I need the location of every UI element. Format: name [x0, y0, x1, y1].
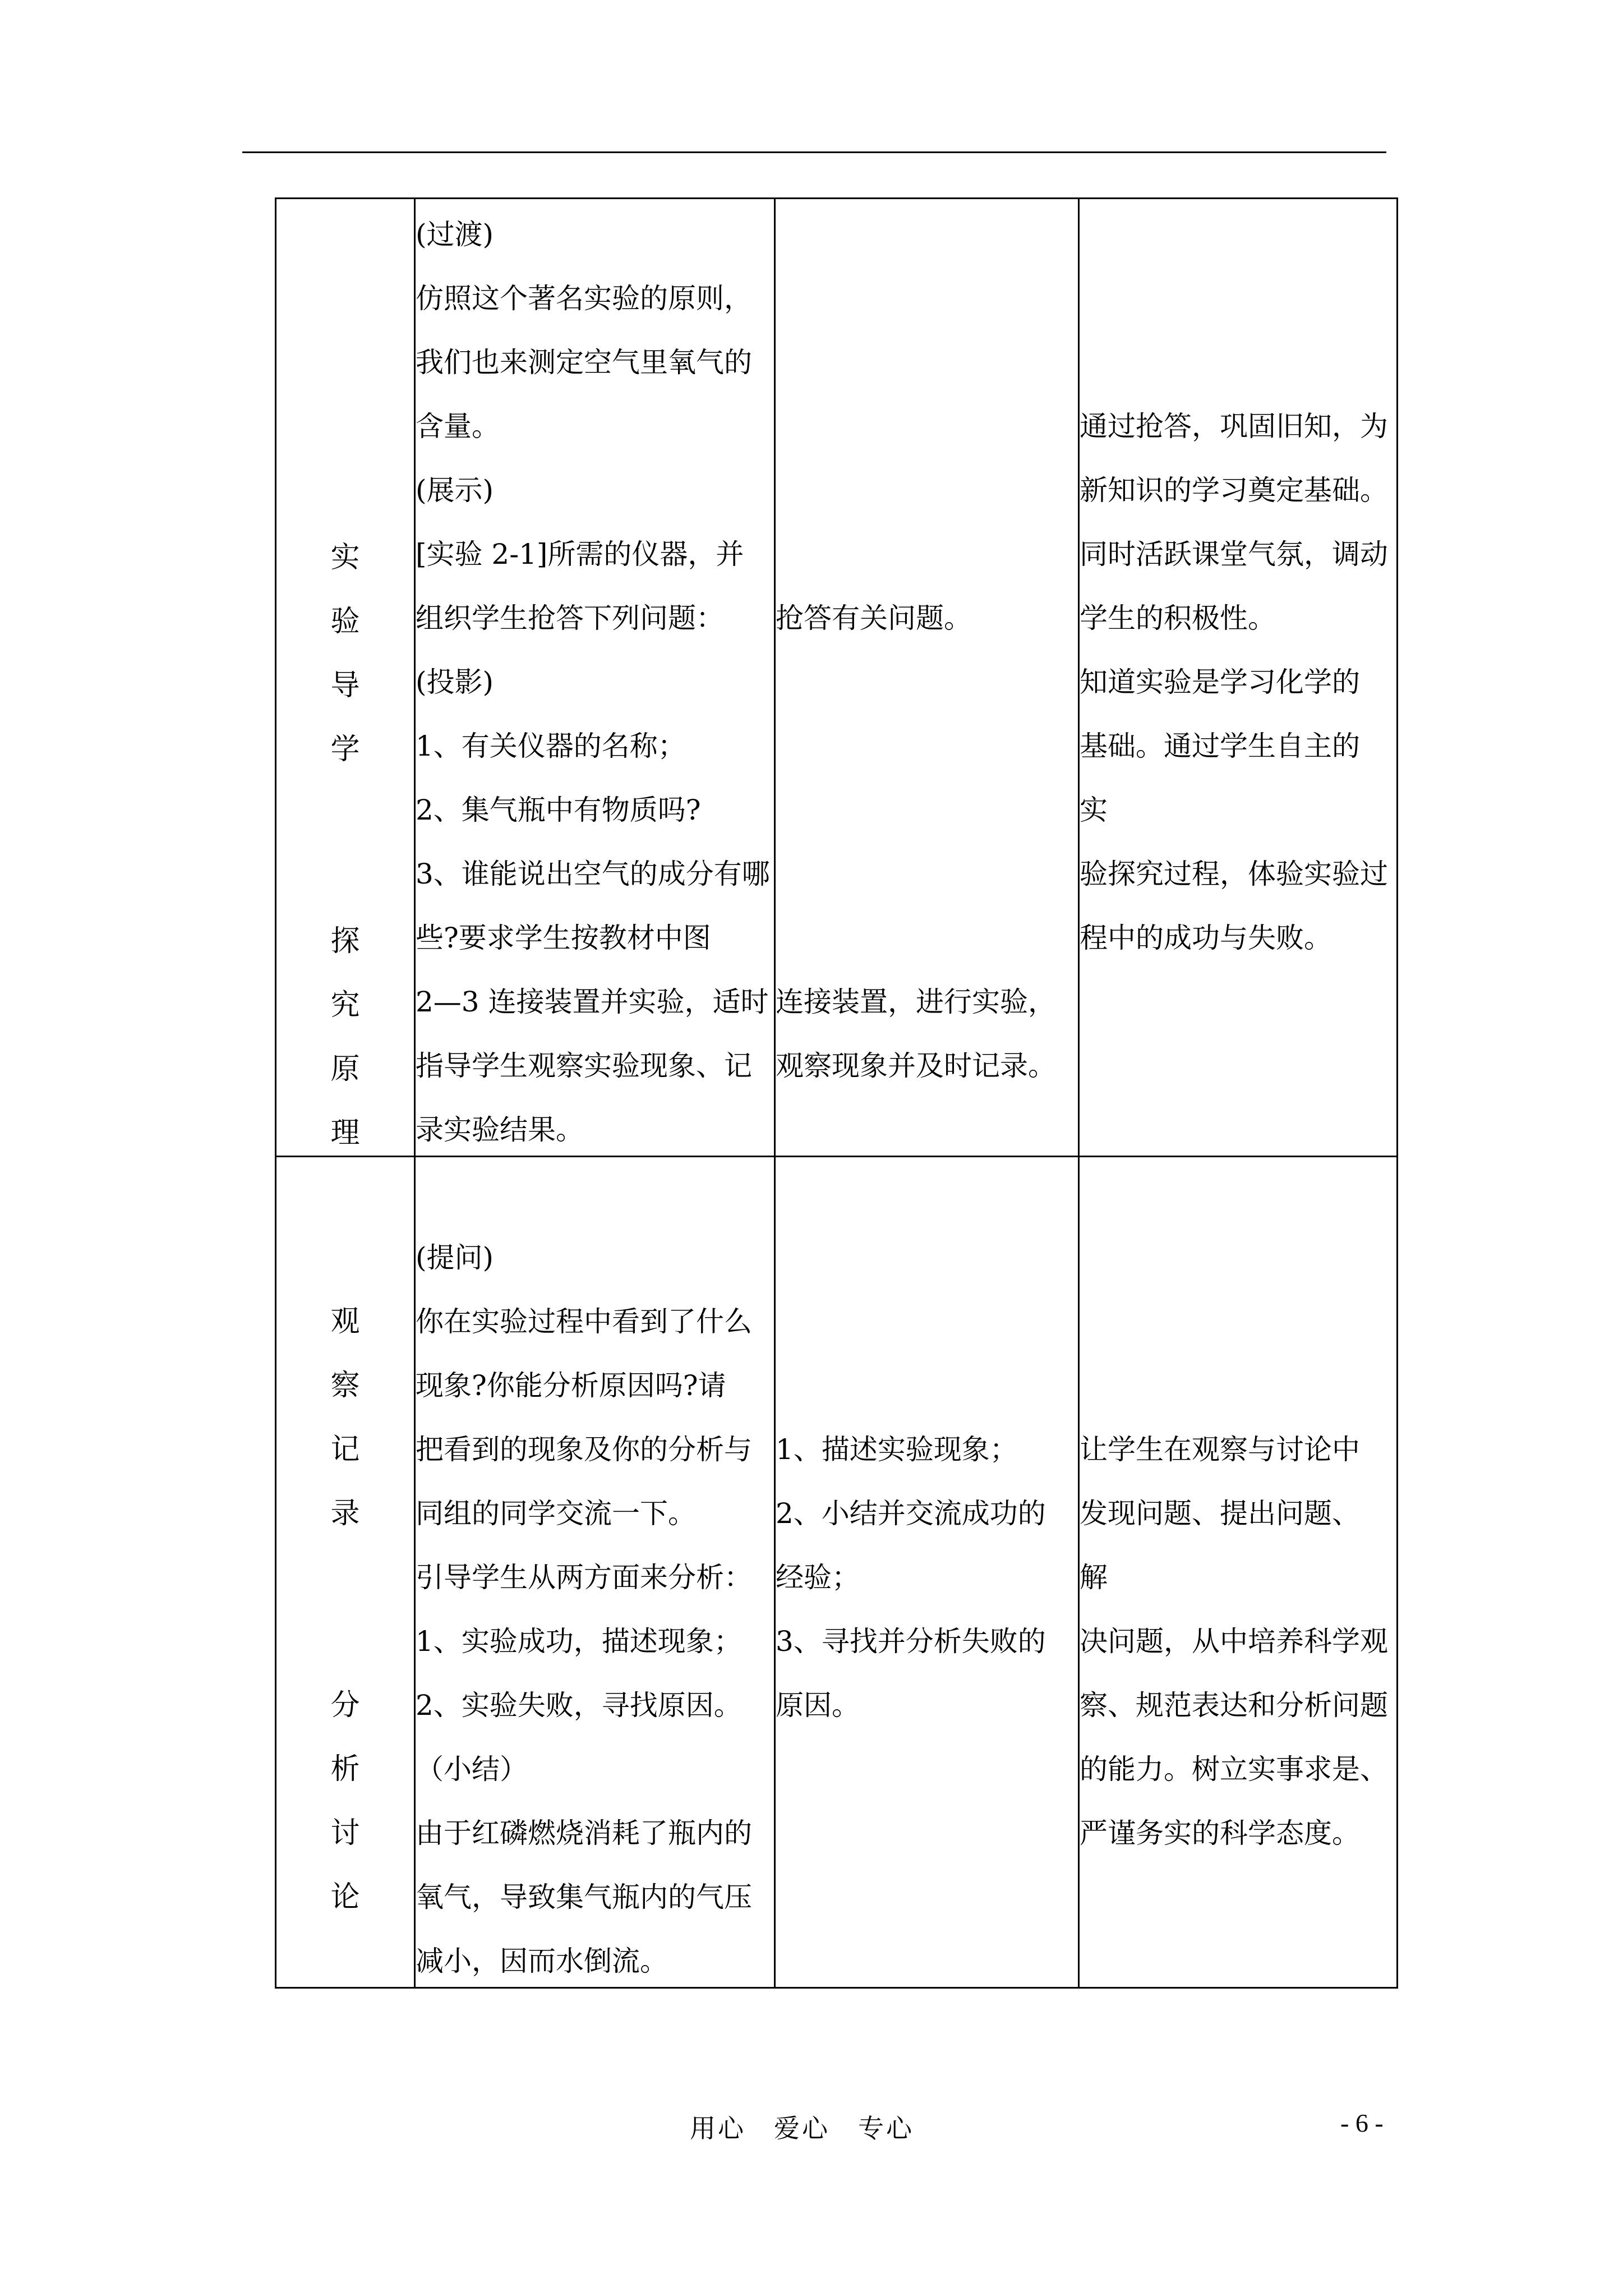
text-line: 些?要求学生按教材中图 [416, 922, 711, 954]
text-line: 氧气，导致集气瓶内的气压 [416, 1881, 752, 1913]
table-row [276, 1157, 1398, 1988]
text-line: 通过抢答，巩固旧知，为 [1080, 410, 1388, 443]
text-line: 同时活跃课堂气氛，调动 [1080, 538, 1388, 570]
text-line: 2、集气瓶中有物质吗? [416, 794, 701, 826]
stage-label: 分 [330, 1688, 360, 1722]
text-line: 让学生在观察与讨论中 [1080, 1433, 1360, 1466]
stage-label: 观 [330, 1305, 360, 1338]
student-activity-cell [775, 199, 1079, 1157]
text-line: 观察现象并及时记录。 [776, 1050, 1056, 1082]
text-line: 察、规范表达和分析问题 [1080, 1689, 1388, 1722]
stage-label: 探 [330, 924, 360, 958]
text-line: 经验； [776, 1561, 860, 1594]
stage-label: 学 [330, 733, 360, 766]
text-line: 仿照这个著名实验的原则， [416, 282, 752, 315]
text-line: 指导学生观察实验现象、记 [416, 1050, 752, 1082]
stage-label: 实 [330, 541, 360, 574]
text-line: 我们也来测定空气里氧气的 [416, 346, 752, 379]
text-line: 解 [1080, 1561, 1108, 1594]
text-line: 引导学生从两方面来分析： [416, 1561, 752, 1594]
text-line: 现象?你能分析原因吗?请 [416, 1369, 726, 1402]
header-rule [242, 151, 1386, 153]
text-line: 的能力。树立实事求是、 [1080, 1753, 1388, 1786]
text-line: 2、小结并交流成功的 [776, 1497, 1046, 1530]
text-line: 录实验结果。 [416, 1114, 584, 1146]
text-line: 1、实验成功，描述现象； [416, 1625, 742, 1658]
stage-label: 记 [330, 1433, 360, 1466]
text-line: 验探究过程，体验实验过 [1080, 858, 1388, 890]
stage-label: 究 [330, 988, 360, 1022]
student-activity-cell [775, 1157, 1079, 1988]
text-line: 由于红磷燃烧消耗了瓶内的 [416, 1817, 752, 1849]
text-line: 决问题，从中培养科学观 [1080, 1625, 1388, 1658]
lesson-table [275, 197, 1398, 1989]
teacher-activity-cell [415, 1157, 775, 1988]
text-line: 组织学生抢答下列问题： [416, 602, 724, 634]
text-line: 知道实验是学习化学的 [1080, 666, 1360, 698]
text-line: 学生的积极性。 [1080, 602, 1276, 634]
text-line: (展示) [416, 474, 494, 507]
text-line: 新知识的学习奠定基础。 [1080, 474, 1388, 507]
text-line: 同组的同学交流一下。 [416, 1497, 696, 1530]
stage-label: 录 [330, 1497, 360, 1530]
text-line: 2、实验失败，寻找原因。 [416, 1689, 742, 1722]
stage-label: 理 [330, 1116, 360, 1150]
text-line: （小结） [416, 1753, 528, 1786]
stage-label: 验 [330, 605, 360, 638]
text-line: 减小，因而水倒流。 [416, 1945, 668, 1977]
text-line: 连接装置，进行实验， [776, 986, 1056, 1018]
text-line: 把看到的现象及你的分析与 [416, 1433, 752, 1466]
text-line: 严谨务实的科学态度。 [1080, 1817, 1360, 1849]
stage-cell [276, 199, 415, 1157]
text-line: 抢答有关问题。 [776, 602, 972, 634]
stage-label: 察 [330, 1369, 360, 1402]
stage-label: 讨 [330, 1816, 360, 1850]
text-line: (过渡) [416, 218, 494, 251]
stage-label: 导 [330, 669, 360, 702]
text-line: [实验 2-1]所需的仪器，并 [416, 538, 744, 570]
text-line: (投影) [416, 666, 494, 698]
text-line: 1、有关仪器的名称； [416, 730, 686, 762]
stage-label: 论 [330, 1880, 360, 1914]
text-line: 原因。 [776, 1689, 860, 1722]
footer-motto: 用心 爱心 专心 [690, 2113, 914, 2143]
text-line: 含量。 [416, 410, 500, 443]
teacher-activity-cell [415, 199, 775, 1157]
text-line: 基础。通过学生自主的 [1080, 730, 1360, 762]
text-line: 1、描述实验现象； [776, 1433, 1018, 1466]
design-intent-cell [1079, 1157, 1398, 1988]
text-line: 3、谁能说出空气的成分有哪 [416, 858, 770, 890]
text-line: 你在实验过程中看到了什么 [416, 1305, 752, 1338]
text-line: 3、寻找并分析失败的 [776, 1625, 1046, 1658]
text-line: 程中的成功与失败。 [1080, 922, 1332, 954]
stage-label: 析 [330, 1752, 360, 1786]
table-row [276, 199, 1398, 1157]
text-line: 实 [1080, 794, 1108, 826]
page-number: - 6 - [1340, 2109, 1384, 2137]
text-line: (提问) [416, 1241, 494, 1274]
stage-cell [276, 1157, 415, 1988]
text-line: 2—3 连接装置并实验，适时 [416, 986, 769, 1018]
text-line: 发现问题、提出问题、 [1080, 1497, 1360, 1530]
stage-label: 原 [330, 1052, 360, 1086]
design-intent-cell [1079, 199, 1398, 1157]
